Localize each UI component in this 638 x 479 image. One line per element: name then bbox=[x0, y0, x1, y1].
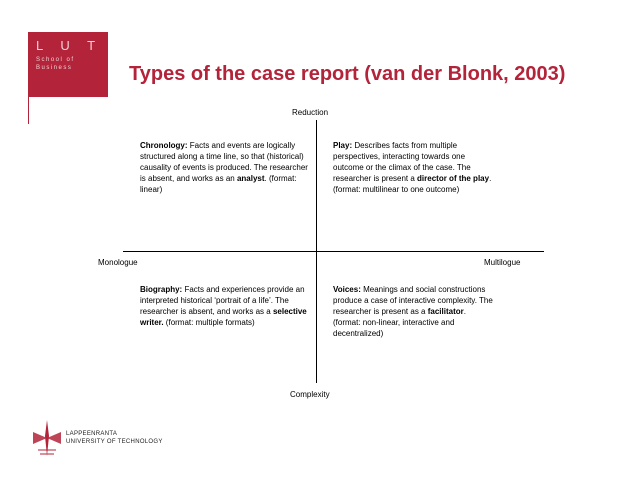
logo-school-text bbox=[36, 56, 75, 72]
horizontal-axis bbox=[123, 251, 544, 252]
quadrant-text: Describes facts from multiple perspectives, interacting towards one outcome or the climax of the case. The researcher is present a bbox=[333, 141, 471, 183]
university-name-line1: LAPPEENRANTA bbox=[66, 431, 118, 437]
logo-school-line2: Business bbox=[36, 65, 73, 71]
quadrant-play bbox=[333, 140, 493, 195]
quadrant-tail: . (format: non-linear, interactive and decentralized) bbox=[333, 307, 466, 338]
axis-label-left: Monologue bbox=[98, 258, 138, 267]
logo-lut-text: L U T bbox=[36, 38, 103, 53]
logo-divider bbox=[28, 92, 29, 124]
quadrant-tail: . (format: linear) bbox=[140, 174, 297, 194]
quadrant-biography bbox=[140, 284, 308, 328]
quadrant-role: selective writer. bbox=[140, 307, 307, 327]
quadrant-role: analyst bbox=[236, 174, 265, 183]
university-name bbox=[66, 430, 163, 446]
quadrant-tail: (format: multiple formats) bbox=[163, 318, 255, 327]
quadrant-heading: Chronology: bbox=[140, 141, 188, 150]
quadrant-voices bbox=[333, 284, 495, 339]
quadrant-role: facilitator bbox=[427, 307, 464, 316]
lut-school-logo bbox=[28, 32, 108, 97]
axis-label-top: Reduction bbox=[292, 108, 329, 117]
quadrant-text: Meanings and social constructions produce a case of interactive complexity. The researcher is present as a bbox=[333, 285, 493, 316]
quadrant-heading: Voices: bbox=[333, 285, 361, 294]
axis-label-right: Multilogue bbox=[484, 258, 521, 267]
quadrant-heading: Play: bbox=[333, 141, 353, 150]
axis-label-bottom: Complexity bbox=[290, 390, 330, 399]
slide-title: Types of the case report (van der Blonk, 2003) bbox=[129, 63, 566, 85]
quadrant-chronology bbox=[140, 140, 308, 195]
quadrant-tail: . (format: multilinear to one outcome) bbox=[333, 174, 492, 194]
quadrant-role: director of the play bbox=[417, 174, 490, 183]
quadrant-text: Facts and experiences provide an interpreted historical ‘portrait of a life’. The researcher is absent, and works as a bbox=[140, 285, 305, 316]
logo-school-line1: School of bbox=[36, 57, 75, 63]
quadrant-text: Facts and events are logically structured along a time line, so that (historical) causality of events is produced. The researcher is absent, and works as an bbox=[140, 141, 308, 183]
university-name-line2: UNIVERSITY OF TECHNOLOGY bbox=[66, 439, 163, 445]
quadrant-heading: Biography: bbox=[140, 285, 183, 294]
lut-torch-logo-icon bbox=[30, 418, 64, 458]
